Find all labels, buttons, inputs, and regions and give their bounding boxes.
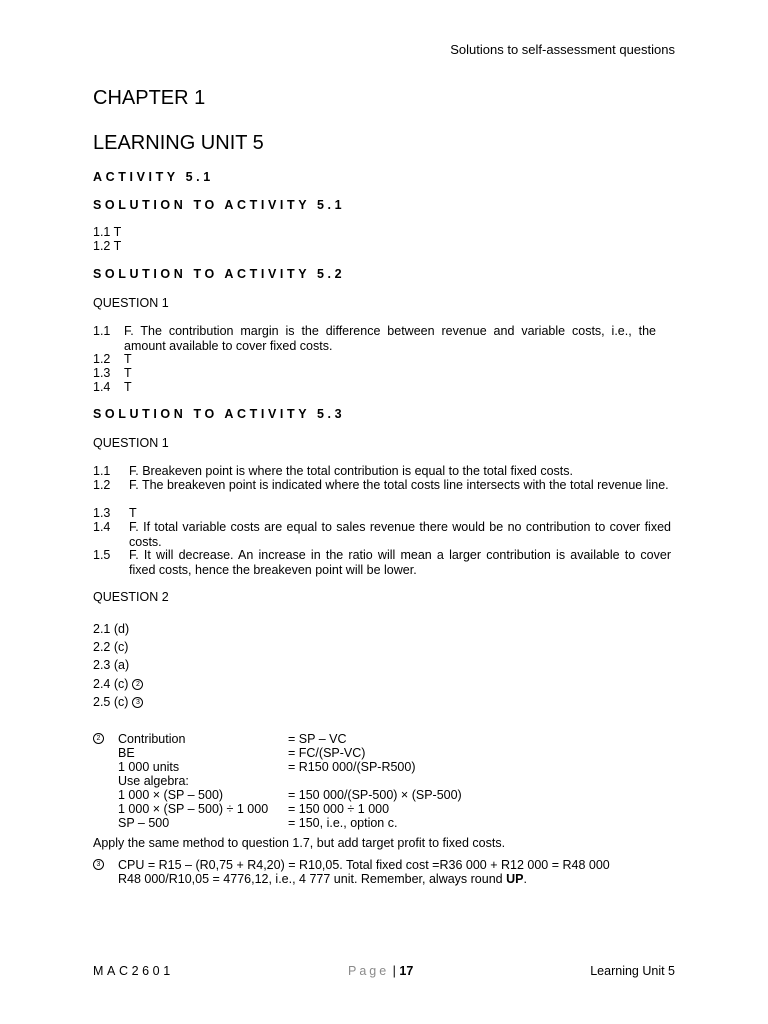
calc-right: = 150 000 ÷ 1 000 <box>288 802 390 816</box>
page-label: Page <box>348 964 390 978</box>
item-answer: T <box>129 506 137 520</box>
calc-right: = SP – VC <box>288 732 347 746</box>
item-number: 1.2 <box>93 352 111 366</box>
item-answer: T <box>124 380 132 394</box>
chapter-title: CHAPTER 1 <box>93 87 206 109</box>
solution-5-1-heading: SOLUTION TO ACTIVITY 5.1 <box>93 198 346 212</box>
mcq-answer: 2.2 (c) <box>93 640 129 654</box>
circled-three-marker: 3 <box>93 859 104 870</box>
item-answer: F. The contribution margin is the difference between revenue and variable costs, i.e., the amount available to cover fixed costs. <box>124 324 656 353</box>
item-answer: T <box>124 366 132 380</box>
mcq-answer: 2.3 (a) <box>93 658 130 672</box>
circled-three-marker: 3 <box>132 697 143 708</box>
mcq-answer: 2.5 (c) <box>93 695 129 709</box>
page-number: 17 <box>399 964 414 978</box>
item-number: 1.4 <box>93 520 111 534</box>
calc-right: = R150 000/(SP-R500) <box>288 760 416 774</box>
item-number: 1.1 <box>93 324 111 338</box>
unit-title: LEARNING UNIT 5 <box>93 132 264 154</box>
solution-5-2-heading: SOLUTION TO ACTIVITY 5.2 <box>93 267 346 281</box>
item-number: 1.4 <box>93 380 111 394</box>
calc-left: 1 000 × (SP – 500) <box>118 788 224 802</box>
item-answer: F. If total variable costs are equal to sales revenue there would be no contribution to cover fixed costs. <box>129 520 671 549</box>
apply-note: Apply the same method to question 1.7, but add target profit to fixed costs. <box>93 836 506 850</box>
question-label: QUESTION 1 <box>93 296 169 310</box>
item-answer: F. Breakeven point is where the total contribution is equal to the total fixed costs. <box>129 464 574 478</box>
breakeven-units-line <box>118 872 527 887</box>
calc-left: Use algebra: <box>118 774 189 788</box>
footer-page <box>348 964 413 978</box>
calc-left: 1 000 × (SP – 500) ÷ 1 000 <box>118 802 269 816</box>
calc-right: = 150, i.e., option c. <box>288 816 398 830</box>
mcq-answer: 2.1 (d) <box>93 622 130 636</box>
item-answer: F. It will decrease. An increase in the ratio will mean a larger contribution is available to cover fixed costs, hence the breakeven point will be lower. <box>129 548 671 577</box>
breakeven-units-text: R48 000/R10,05 = 4776,12, i.e., 4 777 unit. Remember, always round <box>118 872 507 886</box>
calc-left: Contribution <box>118 732 186 746</box>
question-label: QUESTION 2 <box>93 590 169 604</box>
solution-5-3-heading: SOLUTION TO ACTIVITY 5.3 <box>93 407 346 421</box>
calc-right: = FC/(SP-VC) <box>288 746 366 760</box>
item-number: 1.3 <box>93 506 111 520</box>
circled-two-marker: 2 <box>93 733 104 744</box>
circled-two-marker: 2 <box>132 679 143 690</box>
item-answer: T <box>124 352 132 366</box>
item-number: 1.3 <box>93 366 111 380</box>
solution-5-1-line: 1.2 T <box>93 239 122 253</box>
mcq-answer-row <box>93 677 143 692</box>
activity-heading: ACTIVITY 5.1 <box>93 170 214 184</box>
round-up-emphasis: UP <box>506 872 524 886</box>
item-number: 1.2 <box>93 478 111 492</box>
calc-left: 1 000 units <box>118 760 180 774</box>
item-number: 1.1 <box>93 464 111 478</box>
mcq-answer: 2.4 (c) <box>93 677 129 691</box>
running-header: Solutions to self-assessment questions <box>450 42 675 57</box>
item-number: 1.5 <box>93 548 111 562</box>
footer-course-code: MAC2601 <box>93 964 174 978</box>
item-answer: F. The breakeven point is indicated where the total costs line intersects with the total revenue line. <box>129 478 669 492</box>
footer-unit: Learning Unit 5 <box>590 964 675 978</box>
calc-left: BE <box>118 746 135 760</box>
question-label: QUESTION 1 <box>93 436 169 450</box>
cpu-calculation: CPU = R15 – (R0,75 + R4,20) = R10,05. Total fixed cost =R36 000 + R12 000 = R48 000 <box>118 858 610 872</box>
solution-5-1-line: 1.1 T <box>93 225 122 239</box>
calc-left: SP – 500 <box>118 816 170 830</box>
calc-right: = 150 000/(SP-500) × (SP-500) <box>288 788 462 802</box>
period: . <box>523 872 527 886</box>
page-separator: | <box>389 964 400 978</box>
mcq-answer-row <box>93 695 143 710</box>
